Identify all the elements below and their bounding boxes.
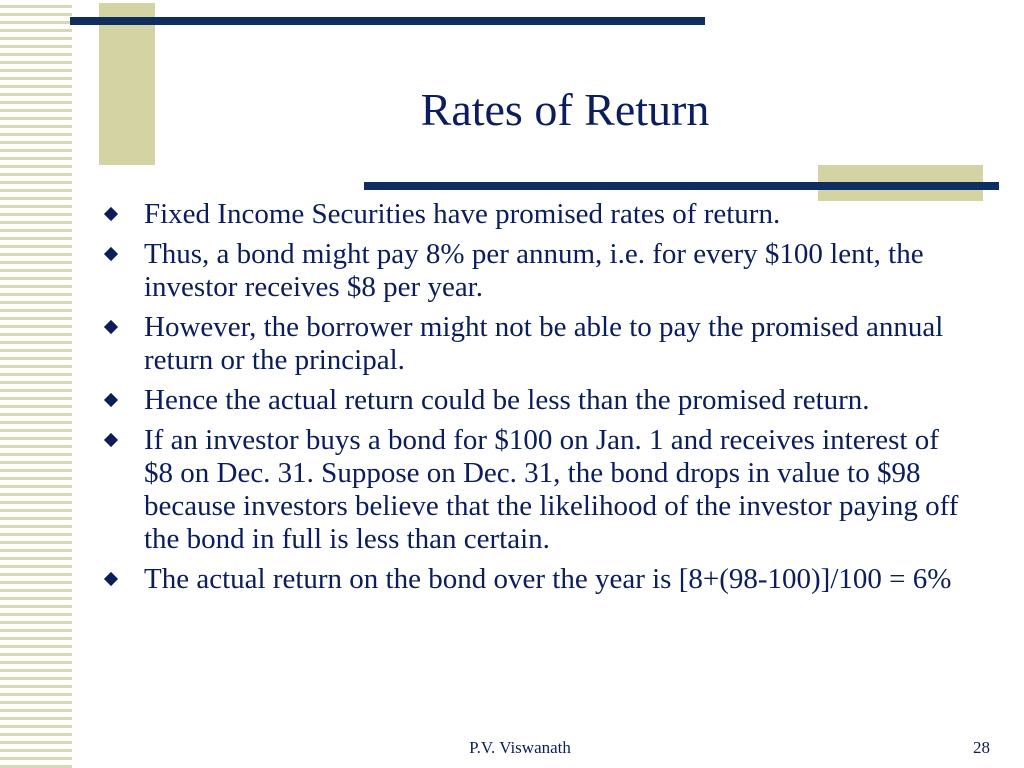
bullet-text: However, the borrower might not be able to pay the promised annual return or the principal. bbox=[144, 311, 944, 376]
bullet-text: Fixed Income Securities have promised rates of return. bbox=[144, 198, 781, 230]
bullet-text: Thus, a bond might pay 8% per annum, i.e. for every $100 lent, the investor receives $8 per year. bbox=[144, 238, 924, 303]
slide-title: Rates of Return bbox=[420, 84, 710, 135]
bullet-item bbox=[104, 311, 964, 377]
diamond-bullet-icon bbox=[104, 393, 118, 407]
bullet-item bbox=[104, 238, 964, 304]
diamond-bullet-icon bbox=[104, 320, 118, 334]
diamond-bullet-icon bbox=[104, 572, 118, 586]
bullet-text: Hence the actual return could be less than the promised return. bbox=[144, 384, 870, 416]
bullet-text: The actual return on the bond over the year is [8+(98-100)]/100 = 6% bbox=[144, 563, 952, 595]
diamond-bullet-icon bbox=[104, 433, 118, 447]
tan-accent-block-top bbox=[99, 3, 155, 165]
bullet-text: If an investor buys a bond for $100 on Jan. 1 and receives interest of $8 on Dec. 31. Suppose on Dec. 31, the bond drops in value to $98 because investors believe that the likelihood of the investor paying off the bond in full is less than certain. bbox=[144, 424, 959, 555]
bullet-item bbox=[104, 424, 964, 556]
diamond-bullet-icon bbox=[104, 207, 118, 221]
page-number: 28 bbox=[973, 738, 990, 757]
bullet-item bbox=[104, 198, 964, 231]
bullet-item bbox=[104, 384, 964, 417]
top-rule bbox=[70, 17, 705, 25]
bullet-item bbox=[104, 563, 964, 596]
bullet-list bbox=[104, 198, 964, 603]
left-stripe-decoration bbox=[0, 0, 72, 768]
title-underline-rule bbox=[364, 182, 999, 190]
diamond-bullet-icon bbox=[104, 247, 118, 261]
footer-author: P.V. Viswanath bbox=[469, 738, 571, 757]
